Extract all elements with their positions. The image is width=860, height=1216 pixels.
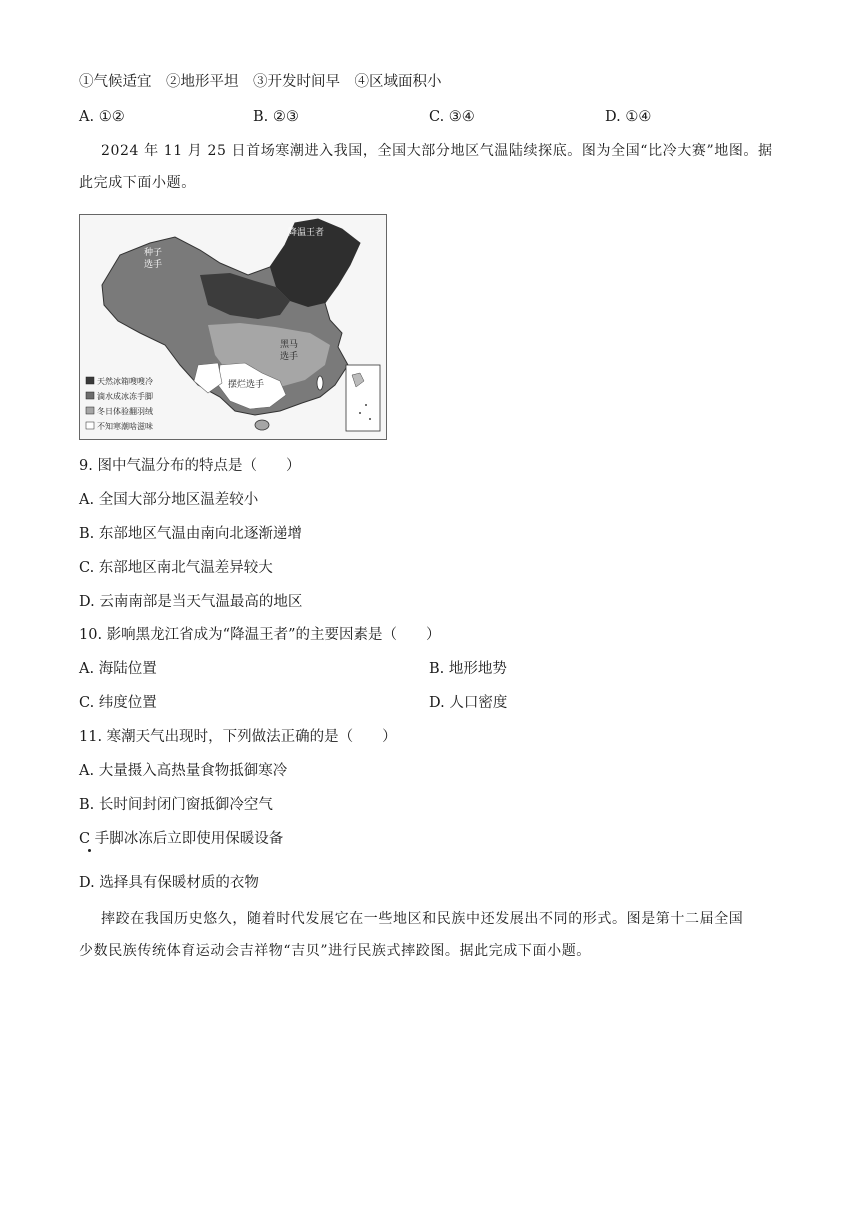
q10-option-d[interactable]: D. 人口密度 [429,695,508,711]
label-stay: 摆烂选手 [228,380,265,390]
q10-option-c[interactable]: C. 纬度位置 [79,695,157,711]
map-svg [80,215,386,439]
q10-option-b[interactable]: B. 地形地势 [429,661,507,677]
q9-option-d[interactable]: D. 云南南部是当天气温最高的地区 [79,594,303,610]
cold-intro-line1: 2024 年 11 月 25 日首场寒潮进入我国，全国大部分地区气温陆续探底。图为全国“比冷大赛”地图。据 [101,143,773,159]
china-cold-map [79,214,387,440]
legend-text-4: 不知寒潮啥滋味 [97,422,153,431]
q11-option-a[interactable]: A. 大量摄入高热量食物抵御寒冷 [79,763,288,779]
q8-option-d[interactable]: D. ①④ [605,109,652,125]
label-king: 降温王者 [288,228,325,238]
legend-text-2: 滴水成冰冻手脚 [97,392,153,401]
q8-option-c[interactable]: C. ③④ [429,109,475,125]
hainan-island [255,420,269,430]
q9-option-b[interactable]: B. 东部地区气温由南向北逐渐递增 [79,526,302,542]
map-legend [84,373,176,437]
label-dark-horse-2: 选手 [280,352,299,362]
q8-statements: ①气候适宜 ②地形平坦 ③开发时间早 ④区域面积小 [79,74,442,90]
wrestling-intro-line2: 少数民族传统体育运动会吉祥物“吉贝”进行民族式摔跤图。据此完成下面小题。 [79,943,591,959]
q9-option-a[interactable]: A. 全国大部分地区温差较小 [79,492,259,508]
label-seed-2: 选手 [144,260,163,270]
legend-swatch-1 [86,377,94,384]
q8-option-a[interactable]: A. ①② [79,109,125,125]
q11-option-c[interactable]: C 手脚冰冻后立即使用保暖设备 [79,831,284,847]
stray-dot [88,849,91,852]
legend-text-1: 天然冰箱嗖嗖冷 [97,377,153,386]
wrestling-intro-line1: 摔跤在我国历史悠久，随着时代发展它在一些地区和民族中还发展出不同的形式。图是第十二届全国 [101,911,744,927]
q9-stem: 9. 图中气温分布的特点是（ ） [79,458,301,474]
taiwan-island [317,376,323,390]
q11-option-b[interactable]: B. 长时间封闭门窗抵御冷空气 [79,797,273,813]
q11-stem: 11. 寒潮天气出现时，下列做法正确的是（ ） [79,729,397,745]
q11-option-d[interactable]: D. 选择具有保暖材质的衣物 [79,875,259,891]
q10-option-a[interactable]: A. 海陆位置 [79,661,157,677]
q9-option-c[interactable]: C. 东部地区南北气温差异较大 [79,560,273,576]
q10-stem: 10. 影响黑龙江省成为“降温王者”的主要因素是（ ） [79,627,441,643]
legend-text-3: 冬日体验翻羽绒 [97,407,153,416]
cold-intro-line2: 此完成下面小题。 [79,175,196,191]
label-dark-horse: 黑马 [280,340,299,350]
south-sea-inset [346,365,380,431]
q8-option-b[interactable]: B. ②③ [253,109,299,125]
legend-swatch-3 [86,407,94,414]
legend-swatch-4 [86,422,94,429]
label-seed-1: 种子 [144,248,163,258]
legend-swatch-2 [86,392,94,399]
